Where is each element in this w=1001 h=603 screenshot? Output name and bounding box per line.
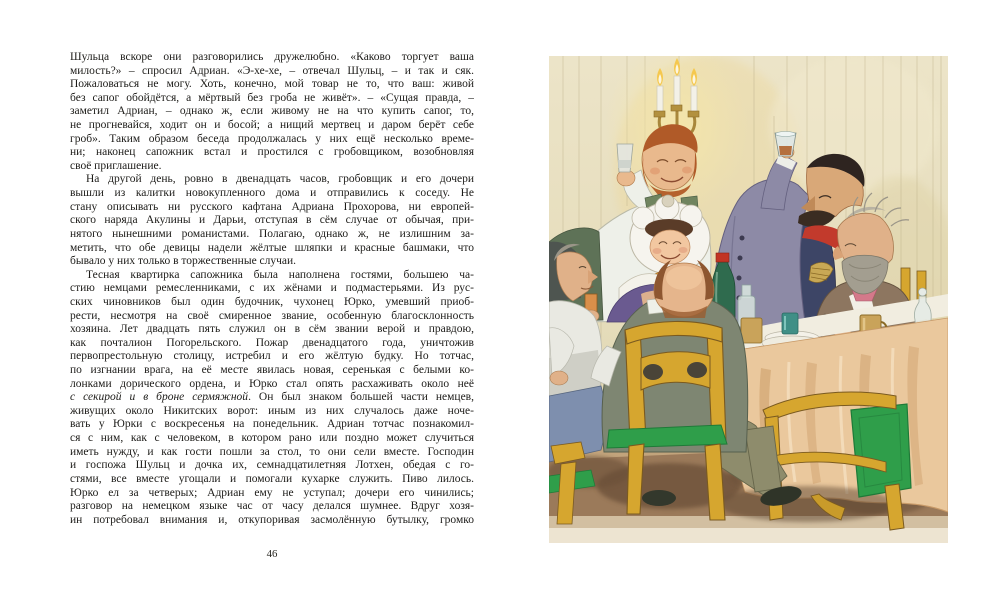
text-line: лонками дорического ордена, и Юрко стал опять расхаживать около неё [70,377,474,390]
text-line: гроб». Таким образом беседа продолжалась у них ещё несколько време- [70,132,474,145]
text-line: нятого нынешними романистами. Полагаю, однако ж, не излишним за- [70,227,474,240]
text-line: живущих около Никитских ворот: иным из них случалось даже ноче- [70,404,474,417]
illustration-dinner-party [549,56,948,543]
shoe-2 [642,490,676,506]
text-line: рести, несмотря на своё смиренное звание, особенную благосклонность [70,309,474,322]
text-line: своё приглашение. [70,159,162,172]
text-line: стию немцами ремесленниками, с их жёнами и подмастерьями. Из рус- [70,282,474,295]
illustration-canvas [549,56,948,543]
left-page-text [70,51,474,527]
text-line: не прогневайся, ходит он и босой; а нищий мертвец и даром берёт себе [70,119,474,132]
text-line: с секирой и в броне сермяжной. Он был знаком большей части немцев, [70,391,474,404]
text-line: иметь нужду, и как гости пошли за стол, то они сели вместе. Господин [70,445,474,458]
text-line: ни; наконец сапожник встал и простился с гробовщиком, возобновляя [70,146,474,159]
text-line: ских чиновников был один будочник, чухонец Юрко, умевший приоб- [70,295,474,308]
text-line: Тесная квартирка сапожника была наполнена гостями, большею ча- [86,268,474,281]
text-line: ского наряда Акулины и Дарьи, отступая в сём случае от обычая, при- [70,214,474,227]
text-line: метить, что обе девицы надели жёлтые шляпки и красные башмаки, что [70,241,474,254]
text-line: разговор на немецком языке час от часу делался шумнее. Вдруг хозя- [70,500,474,513]
amber-jar [741,318,762,343]
text-line: ин потребовал внимания и, откупоривая засмолённую бутылку, громко [70,513,474,526]
text-line: как почталион Погорельского. Пожар двенадцатого года, уничтожив [70,336,474,349]
text-line: Пожаловаться не могу. Хоть, конечно, мой товар не то, что ваш: живой [70,78,474,91]
text-line: вать у Юрки с воскресенья на понедельник. Адриан тотчас познакомил- [70,418,474,431]
text-line: без сапог обойдётся, а мёртвый без гроба не живёт». – «Сущая правда, – [70,91,474,104]
text-line: и госпожа Шульц и дочка их, семнадцатилетняя Лотхен, обедая с го- [70,459,474,472]
text-line: вышли из калитки новокупленного дома и отправились к соседу. Не [70,187,474,200]
text-line: хозяина. Лет двадцать пять служил он в сём звании верой и правдою, [70,323,474,336]
text-line: ся с ним, как с человеком, в котором рано или поздно может случиться [70,432,474,445]
text-line: На другой день, ровно в двенадцать часов, гробовщик и его дочери [86,173,474,186]
text-line: стями, все вместе угощали и помогали кухарке служить. Пиво лилось. [70,472,474,485]
text-line: заметил Адриан, – однако ж, если живому не на что купить сапог, то, [70,105,474,118]
text-line: милость?» – спросил Адриан. «Э-хе-хе, – отвечал Шульц, – и так и сяк. [70,64,474,77]
text-line: стану описывать ни русского кафтана Адриана Прохорова, ни европей- [70,200,474,213]
text-line: по изгнании врага, на её месте явилась новая, серенькая с белыми ко- [70,364,474,377]
text-line: Шульца вскоре они разговорились дружелюбно. «Каково торгует ваша [70,51,474,63]
text-line: бывало у них только в торжественные случаи. [70,255,297,268]
text-line: Юрко ел за четверых; Адриан ему не уступал; дочери его чинились; [70,486,474,499]
text-line: первопрестольную столицу, истребил и его жёлтую будку. Но тотчас, [70,350,474,363]
page-number: 46 [266,548,278,560]
